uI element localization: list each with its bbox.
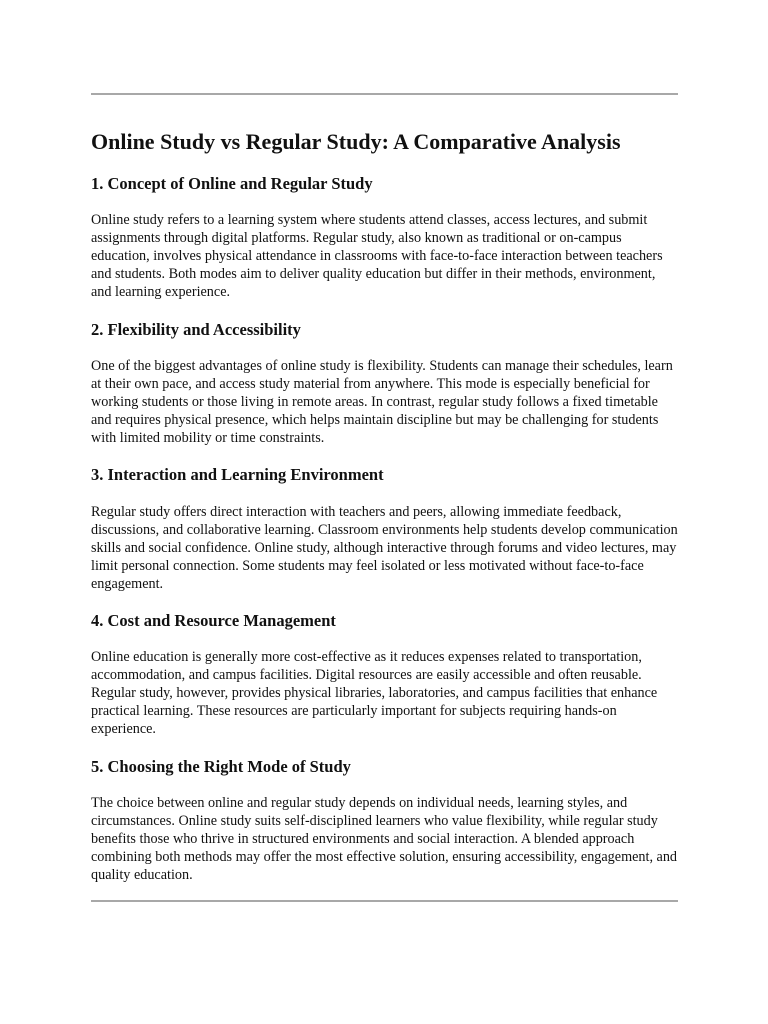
section-body-interaction: Regular study offers direct interaction with teachers and peers, allowing immediate feedback, discussions, and collaborative learning. Classroom environments help students develop communication skills and social confidence. Online study, although interactive through forums and video lectures, may limit personal connection. Some students may feel isolated or less motivated without face-to-face engagement.	[91, 504, 678, 593]
section-body-flexibility: One of the biggest advantages of online study is flexibility. Students can manage their schedules, learn at their own pace, and access study material from anywhere. This mode is especially beneficial for working students or those living in remote areas. In contrast, regular study follows a fixed timetable and requires physical presence, which helps maintain discipline but may be challenging for students with limited mobility or time constraints.	[91, 358, 673, 447]
section-heading-flexibility: 2. Flexibility and Accessibility	[91, 320, 301, 339]
section-body-concept: Online study refers to a learning system where students attend classes, access lectures, and submit assignments through digital platforms. Regular study, also known as traditional or on-campus education, involves physical attendance in classrooms with face-to-face interaction between teachers and students. Both modes aim to deliver quality education but differ in their methods, environment, and learning experience.	[91, 212, 663, 301]
section-heading-concept: 1. Concept of Online and Regular Study	[91, 174, 373, 193]
section-body-cost: Online education is generally more cost-effective as it reduces expenses related to transportation, accommodation, and campus facilities. Digital resources are easily accessible and often reusable. Regular study, however, provides physical libraries, laboratories, and campus facilities that enhance practical learning. These resources are particularly important for subjects requiring hands-on experience.	[91, 649, 658, 738]
section-body-choosing: The choice between online and regular study depends on individual needs, learning styles, and circumstances. Online study suits self-disciplined learners who value flexibility, while regular study benefits those who thrive in structured environments and social interaction. A blended approach combining both methods may offer the most effective solution, ensuring accessibility, engagement, and quality education.	[91, 795, 678, 884]
document-title: Online Study vs Regular Study: A Comparative Analysis	[91, 129, 621, 154]
bottom-divider	[91, 900, 678, 902]
top-divider	[91, 93, 678, 95]
section-heading-choosing: 5. Choosing the Right Mode of Study	[91, 757, 351, 776]
section-heading-interaction: 3. Interaction and Learning Environment	[91, 465, 384, 484]
section-heading-cost: 4. Cost and Resource Management	[91, 611, 336, 630]
